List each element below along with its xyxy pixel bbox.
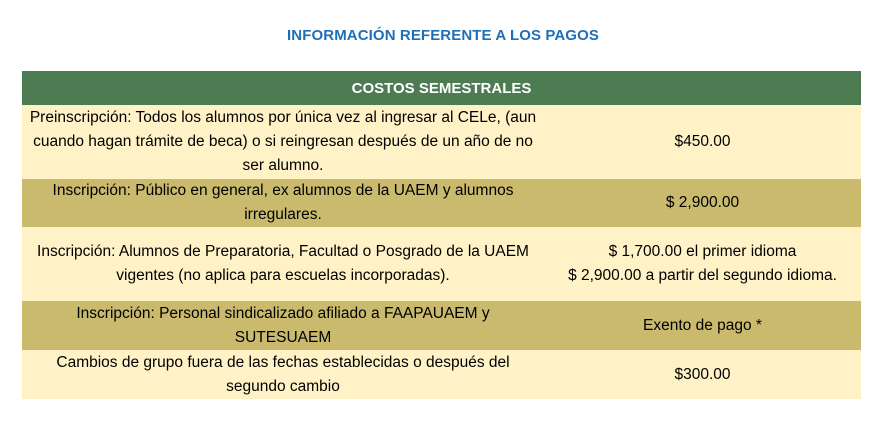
row-price: $300.00 xyxy=(674,365,731,383)
table-row xyxy=(22,105,861,179)
row-description: Cambios de grupo fuera de las fechas establecidas o después del segundo cambio xyxy=(56,353,510,395)
row-description: Inscripción: Personal sindicalizado afiliado a FAAPAUAEM y SUTESUAEM xyxy=(76,304,490,346)
row-price: $ 2,900.00 xyxy=(665,194,740,211)
row-price: $450.00 xyxy=(674,133,731,150)
price-second-language: $ 2,900.00 a partir del segundo idioma. xyxy=(568,267,837,284)
table-row xyxy=(22,227,861,301)
payment-costs-table xyxy=(22,71,861,399)
row-description: Inscripción: Público en general, ex alumnos de la UAEM y alumnos irregulares. xyxy=(52,182,514,223)
table-row xyxy=(22,179,861,227)
page-title: INFORMACIÓN REFERENTE A LOS PAGOS xyxy=(287,27,599,44)
row-description: Preinscripción: Todos los alumnos por única vez al ingresar al CELe, (aun cuando hagan trámite de beca) o si reingresan después de un año de no ser alumno. xyxy=(29,109,537,174)
row-price xyxy=(544,227,861,301)
table-header: COSTOS SEMESTRALES xyxy=(22,71,861,105)
row-description: Inscripción: Alumnos de Preparatoria, Facultad o Posgrado de la UAEM vigentes (no aplica para escuelas incorporadas). xyxy=(37,243,529,284)
price-first-language: $ 1,700.00 el primer idioma xyxy=(608,243,797,260)
table-row xyxy=(22,301,861,350)
row-price: Exento de pago * xyxy=(643,316,762,334)
table-row xyxy=(22,350,861,399)
